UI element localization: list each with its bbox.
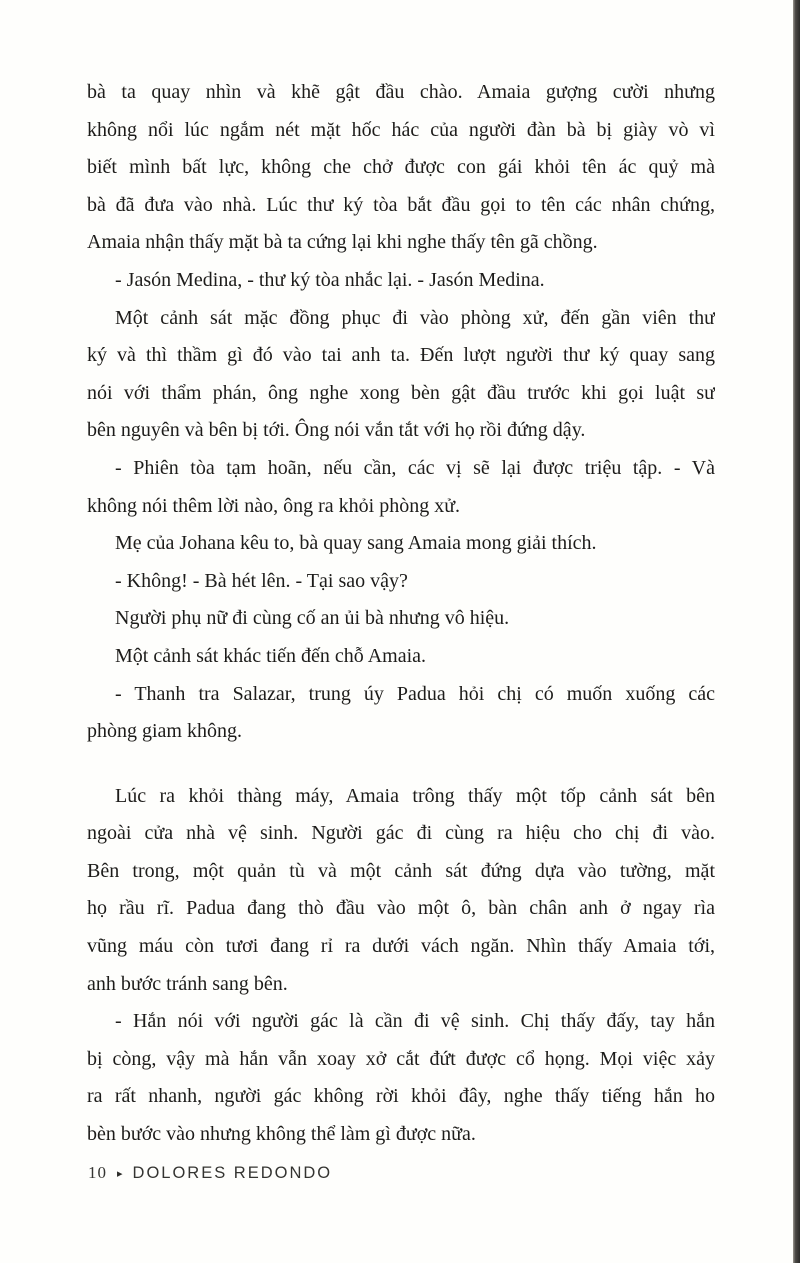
text-block bbox=[87, 74, 715, 1154]
arrow-right-triangle-icon: ▸ bbox=[117, 1168, 123, 1180]
paragraph bbox=[87, 450, 715, 525]
text-line: không nổi lúc ngắm nét mặt hốc hác của người đàn bà bị giày vò vì bbox=[87, 118, 715, 141]
scan-edge-shadow bbox=[793, 0, 800, 1263]
paragraph bbox=[87, 74, 715, 262]
text-line: - Không! - Bà hét lên. - Tại sao vậy? bbox=[115, 569, 408, 592]
text-line: họ rầu rĩ. Padua đang thò đầu vào một ô, bàn chân anh ở ngay rìa bbox=[87, 897, 715, 920]
text-line: anh bước tránh sang bên. bbox=[87, 972, 288, 995]
text-line: ra rất nhanh, người gác không rời khỏi đây, nghe thấy tiếng hắn ho bbox=[87, 1085, 715, 1108]
text-line: - Thanh tra Salazar, trung úy Padua hỏi chị có muốn xuống các bbox=[115, 682, 715, 705]
text-line: bị còng, vậy mà hắn vẫn xoay xở cắt đứt được cổ họng. Mọi việc xảy bbox=[87, 1047, 715, 1070]
text-line: bên nguyên và bên bị tới. Ông nói vắn tắt với họ rồi đứng dậy. bbox=[87, 419, 586, 442]
paragraph bbox=[87, 525, 715, 563]
text-line: vũng máu còn tươi đang rỉ ra dưới vách ngăn. Nhìn thấy Amaia tới, bbox=[87, 935, 715, 958]
text-line: nói với thẩm phán, ông nghe xong bèn gật đầu trước khi gọi luật sư bbox=[87, 381, 715, 404]
paragraph bbox=[87, 676, 715, 751]
page-number: 10 bbox=[88, 1163, 107, 1182]
paragraph bbox=[87, 638, 715, 676]
text-line: Lúc ra khỏi thàng máy, Amaia trông thấy một tốp cảnh sát bên bbox=[115, 784, 715, 807]
paragraph bbox=[87, 778, 715, 1004]
text-line: ngoài cửa nhà vệ sinh. Người gác đi cùng ra hiệu cho chị đi vào. bbox=[87, 822, 715, 845]
text-line: phòng giam không. bbox=[87, 720, 242, 743]
paragraph bbox=[87, 300, 715, 450]
text-line: biết mình bất lực, không che chở được con gái khỏi tên ác quỷ mà bbox=[87, 156, 715, 179]
text-line: Mẹ của Johana kêu to, bà quay sang Amaia mong giải thích. bbox=[115, 532, 597, 555]
text-line: - Phiên tòa tạm hoãn, nếu cần, các vị sẽ lại được triệu tập. - Và bbox=[115, 456, 715, 479]
text-line: Một cảnh sát khác tiến đến chỗ Amaia. bbox=[115, 644, 427, 667]
book-author: DOLORES REDONDO bbox=[132, 1164, 333, 1182]
text-line: Amaia nhận thấy mặt bà ta cứng lại khi nghe thấy tên gã chồng. bbox=[87, 231, 598, 254]
text-line: ký và thì thầm gì đó vào tai anh ta. Đến lượt người thư ký quay sang bbox=[87, 344, 715, 367]
text-line: - Hắn nói với người gác là cần đi vệ sinh. Chị thấy đấy, tay hắn bbox=[115, 1010, 715, 1033]
paragraph bbox=[87, 1003, 715, 1153]
text-line: Bên trong, một quản tù và một cảnh sát đứng dựa vào tường, mặt bbox=[87, 859, 715, 882]
paragraph bbox=[87, 262, 715, 300]
text-line: bèn bước vào nhưng không thể làm gì được nữa. bbox=[87, 1123, 476, 1146]
paragraph bbox=[87, 600, 715, 638]
text-line: - Jasón Medina, - thư ký tòa nhắc lại. - Jasón Medina. bbox=[115, 268, 545, 291]
text-line: không nói thêm lời nào, ông ra khỏi phòng xử. bbox=[87, 494, 461, 517]
page-footer bbox=[88, 1163, 332, 1183]
text-line: Một cảnh sát mặc đồng phục đi vào phòng xử, đến gần viên thư bbox=[115, 306, 715, 329]
paragraph bbox=[87, 563, 715, 601]
text-line: bà đã đưa vào nhà. Lúc thư ký tòa bắt đầu gọi to tên các nhân chứng, bbox=[87, 193, 715, 216]
text-line: Người phụ nữ đi cùng cố an ủi bà nhưng vô hiệu. bbox=[115, 607, 510, 630]
text-line: bà ta quay nhìn và khẽ gật đầu chào. Amaia gượng cười nhưng bbox=[87, 81, 715, 103]
